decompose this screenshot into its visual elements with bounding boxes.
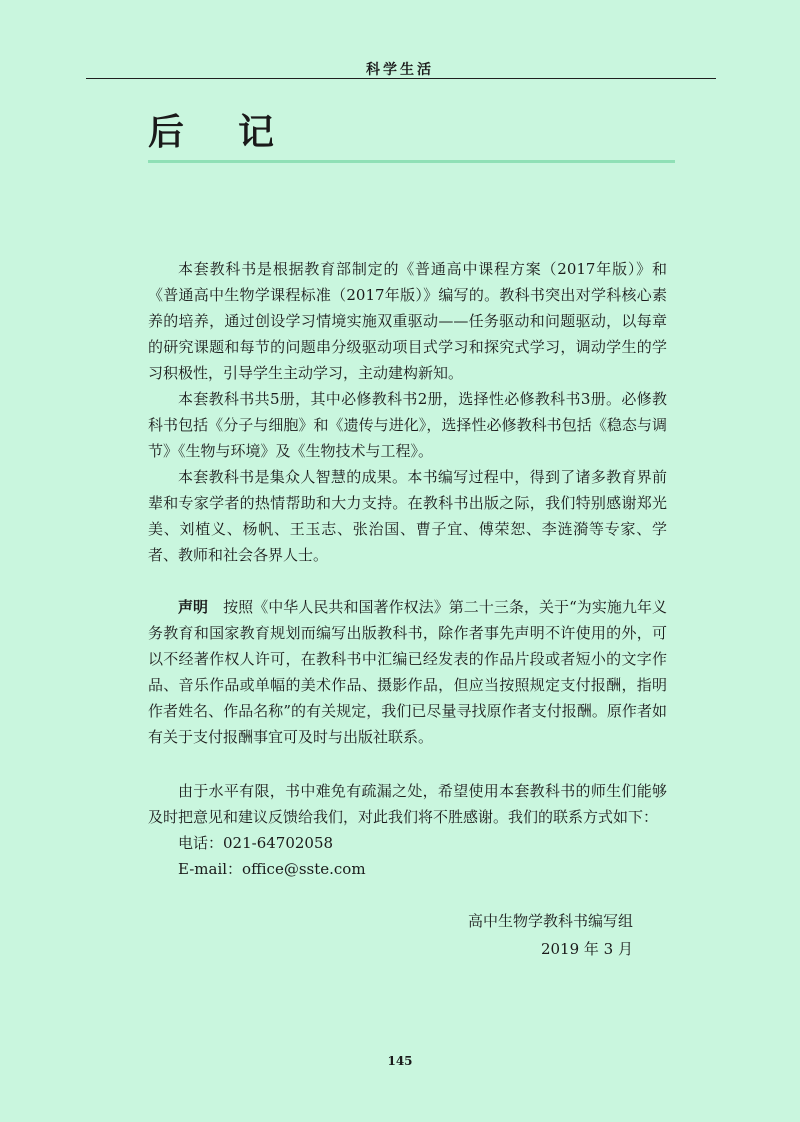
paragraph-volumes: 本套教科书共5册，其中必修教科书2册，选择性必修教科书3册。必修教科书包括《分子与细胞》和《遗传与进化》，选择性必修教科书包括《稳态与调节》《生物与环境》及《生物技术与工程》。 <box>148 390 667 460</box>
page-number: 145 <box>387 1054 413 1068</box>
contact-phone: 电话：021-64702058 <box>178 834 334 852</box>
section-spacer <box>148 568 667 594</box>
running-header: 科学生活 <box>366 62 434 78</box>
signature-org: 高中生物学教科书编写组 <box>467 912 633 930</box>
signature-block <box>380 907 633 963</box>
signature-date: 2019 年 3 月 <box>540 940 633 958</box>
declaration-paragraph <box>148 594 667 750</box>
title-underline <box>148 160 675 163</box>
declaration-label: 声明 <box>178 598 209 616</box>
contact-email: E-mail：office@sste.com <box>178 860 366 878</box>
paragraph-acknowledgements: 本套教科书是集众人智慧的成果。本书编写过程中，得到了诸多教育界前辈和专家学者的热情帮助和大力支持。在教科书出版之际，我们特别感谢郑光美、刘植义、杨帆、王玉志、张治国、曹子宜、傅荣恕、李涟漪等专家、学者、教师和社会各界人士。 <box>148 468 667 564</box>
feedback-paragraph: 由于水平有限，书中难免有疏漏之处，希望使用本套教科书的师生们能够及时把意见和建议反馈给我们，对此我们将不胜感谢。我们的联系方式如下： <box>148 782 667 826</box>
header-rule <box>86 78 716 79</box>
paragraph-curriculum: 本套教科书是根据教育部制定的《普通高中课程方案（2017年版）》和《普通高中生物学课程标准（2017年版）》编写的。教科书突出对学科核心素养的培养，通过创设学习情境实施双重驱动——任务驱动和问题驱动，以每章的研究课题和每节的问题串分级驱动项目式学习和探究式学习，调动学生的学习积极性，引导学生主动学习，主动建构新知。 <box>148 260 667 382</box>
afterword-body <box>148 256 667 882</box>
page-title: 后记 <box>148 112 329 153</box>
section-spacer <box>148 750 667 778</box>
declaration-text: 按照《中华人民共和国著作权法》第二十三条，关于“为实施九年义务教育和国家教育规划而编写出版教科书，除作者事先声明不许使用的外，可以不经著作权人许可，在教科书中汇编已经发表的作品片段或者短小的文字作品、音乐作品或单幅的美术作品、摄影作品，但应当按照规定支付报酬，指明作者姓名、作品名称”的有关规定，我们已尽量寻找原作者支付报酬。原作者如有关于支付报酬事宜可及时与出版社联系。 <box>148 598 667 746</box>
